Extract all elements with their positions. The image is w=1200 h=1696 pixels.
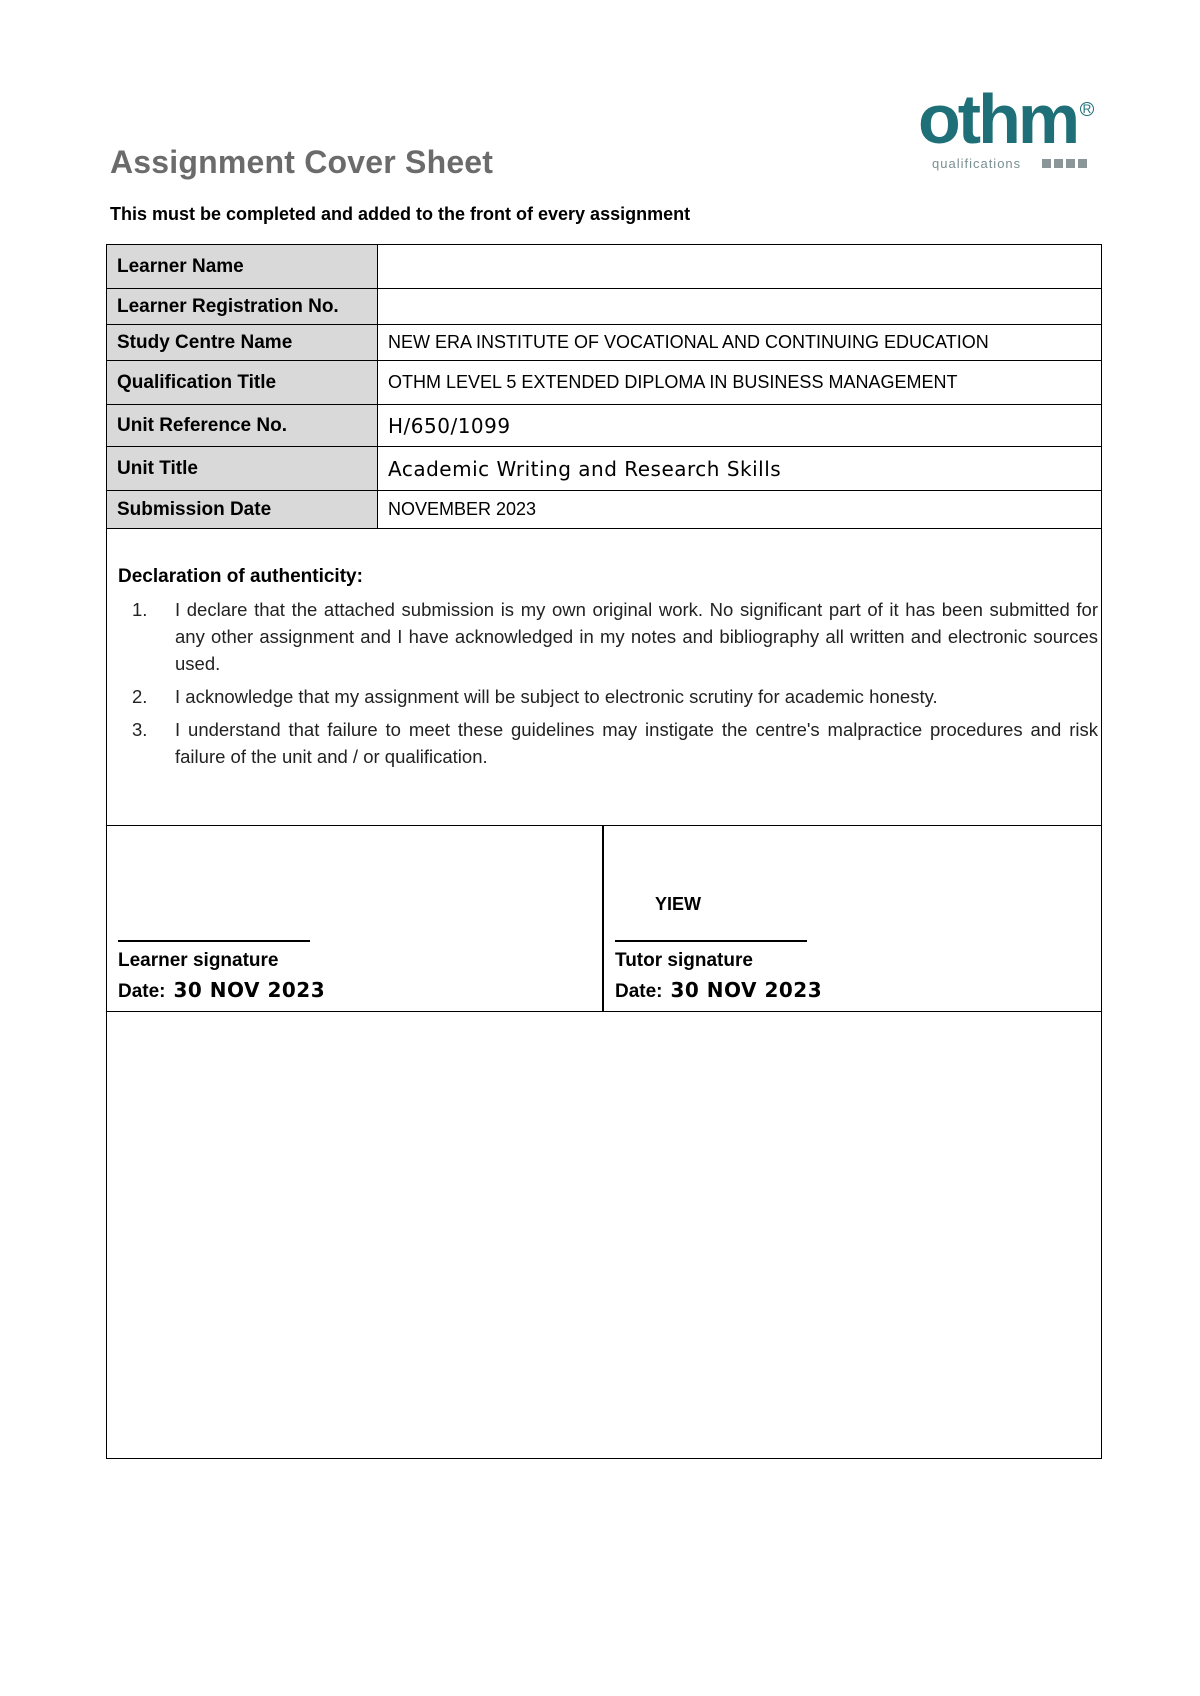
label-unit-reference: Unit Reference No. bbox=[107, 405, 378, 447]
learner-date bbox=[118, 978, 325, 1003]
label-study-centre: Study Centre Name bbox=[107, 325, 378, 361]
row-unit-title bbox=[107, 447, 1102, 491]
row-study-centre bbox=[107, 325, 1102, 361]
feedback-area[interactable] bbox=[106, 1012, 1102, 1459]
declaration-item bbox=[118, 683, 1098, 710]
logo-blocks-icon bbox=[1042, 159, 1087, 168]
declaration-item-text: I understand that failure to meet these guidelines may instigate the centre's malpractice procedures and risk failure of the unit and / or qualification. bbox=[175, 719, 1098, 767]
tutor-date-value[interactable]: 30 NOV 2023 bbox=[670, 978, 823, 1002]
othm-logo bbox=[912, 78, 1102, 188]
learner-signature-label: Learner signature bbox=[118, 950, 279, 971]
declaration-item-number: 3. bbox=[132, 719, 148, 740]
logo-wordmark: othm bbox=[918, 80, 1078, 158]
declaration-item-number: 2. bbox=[132, 686, 148, 707]
declaration-title: Declaration of authenticity: bbox=[118, 566, 363, 587]
tutor-signature-block bbox=[604, 826, 1084, 1011]
tutor-date-label: Date: bbox=[615, 981, 663, 1002]
label-qualification-title: Qualification Title bbox=[107, 361, 378, 405]
learner-date-label: Date: bbox=[118, 981, 166, 1002]
tutor-signature-label: Tutor signature bbox=[615, 950, 753, 971]
field-learner-name[interactable] bbox=[378, 245, 1102, 289]
learner-info-table bbox=[106, 244, 1102, 529]
logo-tagline: qualifications bbox=[932, 156, 1022, 171]
learner-date-value[interactable]: 30 NOV 2023 bbox=[173, 978, 326, 1002]
row-learner-name bbox=[107, 245, 1102, 289]
registered-mark-icon: R bbox=[1080, 102, 1094, 116]
declaration-section bbox=[106, 528, 1102, 826]
declaration-item bbox=[118, 596, 1098, 677]
label-learner-registration: Learner Registration No. bbox=[107, 289, 378, 325]
declaration-item-number: 1. bbox=[132, 599, 148, 620]
row-qualification-title bbox=[107, 361, 1102, 405]
label-unit-title: Unit Title bbox=[107, 447, 378, 491]
field-study-centre[interactable]: NEW ERA INSTITUTE OF VOCATIONAL AND CONTINUING EDUCATION bbox=[378, 325, 1102, 361]
learner-signature-block bbox=[107, 826, 587, 1011]
declaration-item-text: I acknowledge that my assignment will be subject to electronic scrutiny for academic honesty. bbox=[175, 686, 938, 707]
row-learner-registration bbox=[107, 289, 1102, 325]
field-unit-title[interactable]: Academic Writing and Research Skills bbox=[378, 447, 1102, 491]
declaration-item-text: I declare that the attached submission is my own original work. No significant part of it has been submitted for any other assignment and I have acknowledged in my notes and bibliography all written and electronic sources used. bbox=[175, 599, 1098, 674]
signature-section bbox=[106, 826, 1102, 1012]
label-submission-date: Submission Date bbox=[107, 491, 378, 529]
page-title: Assignment Cover Sheet bbox=[110, 144, 494, 180]
label-learner-name: Learner Name bbox=[107, 245, 378, 289]
declaration-item bbox=[118, 716, 1098, 770]
tutor-date bbox=[615, 978, 822, 1003]
field-learner-registration[interactable] bbox=[378, 289, 1102, 325]
tutor-signature-mark: YIEW bbox=[655, 894, 702, 914]
declaration-list bbox=[118, 596, 1098, 776]
tutor-signature-line[interactable] bbox=[615, 940, 807, 942]
field-unit-reference[interactable]: H/650/1099 bbox=[378, 405, 1102, 447]
row-submission-date bbox=[107, 491, 1102, 529]
row-unit-reference bbox=[107, 405, 1102, 447]
learner-signature-line[interactable] bbox=[118, 940, 310, 942]
field-submission-date[interactable]: NOVEMBER 2023 bbox=[378, 491, 1102, 529]
field-qualification-title[interactable]: OTHM LEVEL 5 EXTENDED DIPLOMA IN BUSINESS MANAGEMENT bbox=[378, 361, 1102, 405]
page-subtitle: This must be completed and added to the front of every assignment bbox=[110, 204, 691, 224]
